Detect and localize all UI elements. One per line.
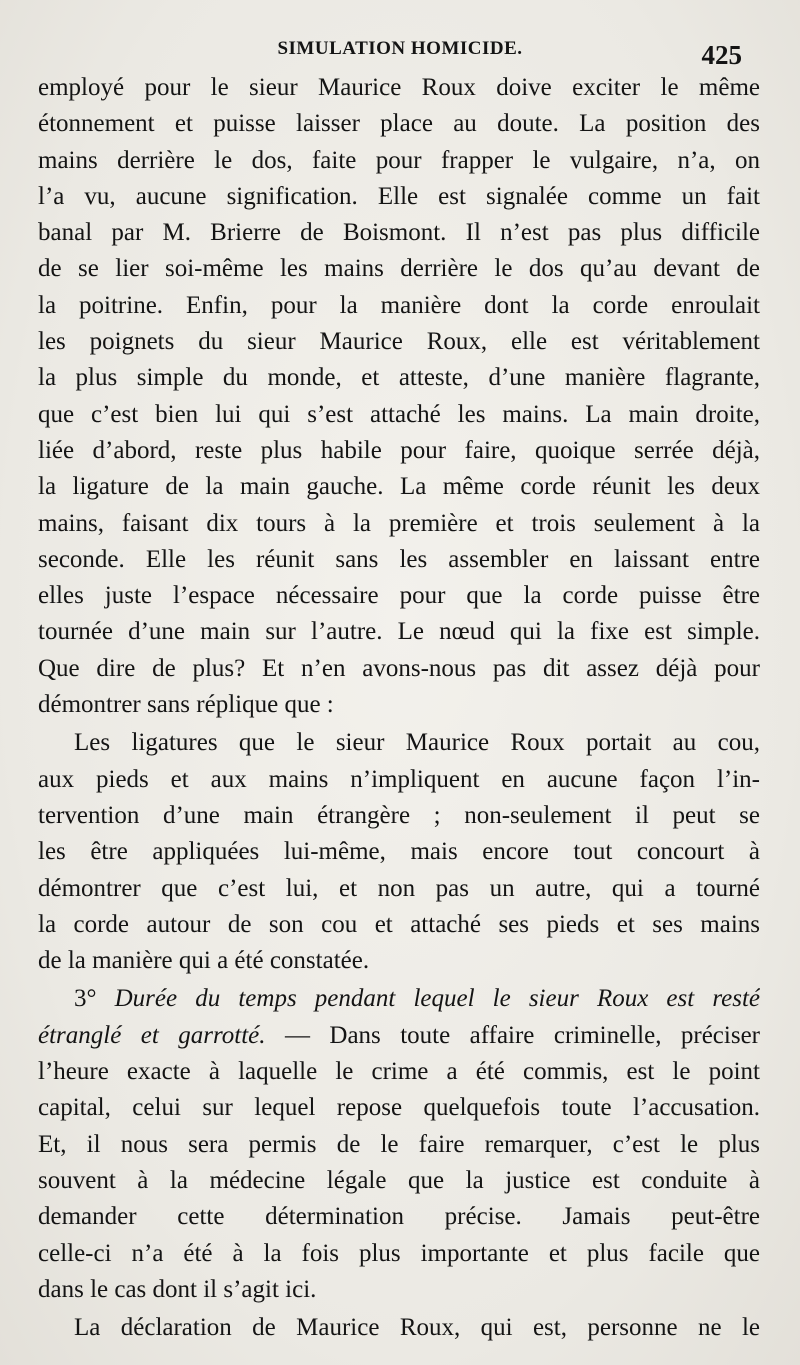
text-line: la ligature de la main gauche. La même corde réunit les deux (38, 473, 760, 501)
text-line: tervention d’une main étrangère ; non-seulement il peut se (38, 801, 760, 829)
section-heading-line (38, 981, 760, 1017)
text-line: démontrer sans réplique que : (38, 691, 334, 719)
text-line: tournée d’une main sur l’autre. Le nœud qui la fixe est simple. (38, 618, 760, 646)
text-line: mains derrière le dos, faite pour frapper le vulgaire, n’a, on (38, 146, 760, 174)
text-line: demander cette détermination précise. Jamais peut-être (38, 1203, 760, 1231)
text-line: l’heure exacte à laquelle le crime a été commis, est le point (38, 1058, 760, 1086)
text-line: elles juste l’espace nécessaire pour que la corde puisse être (38, 582, 760, 610)
text-line: dans le cas dont il s’agit ici. (38, 1275, 317, 1303)
text-line: seconde. Elle les réunit sans les assembler en laissant entre (38, 545, 760, 573)
text-line: démontrer que c’est lui, et non pas un autre, qui a tourné (38, 874, 760, 902)
section-title: étranglé et garrotté. (38, 1021, 266, 1049)
text-line: de se lier soi-même les mains derrière le dos qu’au devant de (38, 255, 760, 283)
text-line: celle-ci n’a été à la fois plus importante et plus facile que (38, 1239, 760, 1267)
text-line: liée d’abord, reste plus habile pour faire, quoique serrée déjà, (38, 436, 760, 464)
text-line: de la manière qui a été constatée. (38, 947, 370, 975)
section-continuation: — Dans toute affaire criminelle, préciser (265, 1021, 760, 1049)
text-line: capital, celui sur lequel repose quelquefois toute l’accusation. (38, 1094, 760, 1122)
body-text (38, 70, 760, 1346)
text-line: Que dire de plus? Et n’en avons-nous pas dit assez déjà pour (38, 654, 760, 682)
section-title: Durée du temps pendant lequel le sieur Roux est resté (114, 985, 760, 1013)
text-line: la poitrine. Enfin, pour la manière dont la corde enroulait (38, 291, 760, 319)
text-line: les être appliquées lui-même, mais encore tout concourt à (38, 838, 760, 866)
text-line: mains, faisant dix tours à la première et trois seulement à la (38, 509, 760, 537)
text-line: La déclaration de Maurice Roux, qui est, personne ne le (74, 1314, 760, 1342)
section-number: 3° (74, 985, 97, 1013)
text-line: aux pieds et aux mains n’impliquent en aucune façon l’in- (38, 765, 760, 793)
text-line: Les ligatures que le sieur Maurice Roux portait au cou, (74, 729, 760, 757)
text-line: la corde autour de son cou et attaché ses pieds et ses mains (38, 910, 760, 938)
text-line: que c’est bien lui qui s’est attaché les mains. La main droite, (38, 400, 760, 428)
text-line: l’a vu, aucune signification. Elle est signalée comme un fait (38, 182, 760, 210)
text-line: la plus simple du monde, et atteste, d’une manière flagrante, (38, 364, 760, 392)
text-line: banal par M. Brierre de Boismont. Il n’est pas plus difficile (38, 219, 760, 247)
running-title: SIMULATION HOMICIDE. (277, 38, 523, 59)
section-heading-line (38, 1018, 760, 1054)
text-line: Et, il nous sera permis de le faire remarquer, c’est le plus (38, 1130, 760, 1158)
text-line: les poignets du sieur Maurice Roux, elle est véritablement (38, 328, 760, 356)
text-line: étonnement et puisse laisser place au doute. La position des (38, 110, 760, 138)
text-line: souvent à la médecine légale que la justice est conduite à (38, 1166, 760, 1194)
text-line: employé pour le sieur Maurice Roux doive exciter le même (38, 74, 760, 101)
page-header (40, 34, 760, 70)
page-number: 425 (701, 40, 742, 70)
